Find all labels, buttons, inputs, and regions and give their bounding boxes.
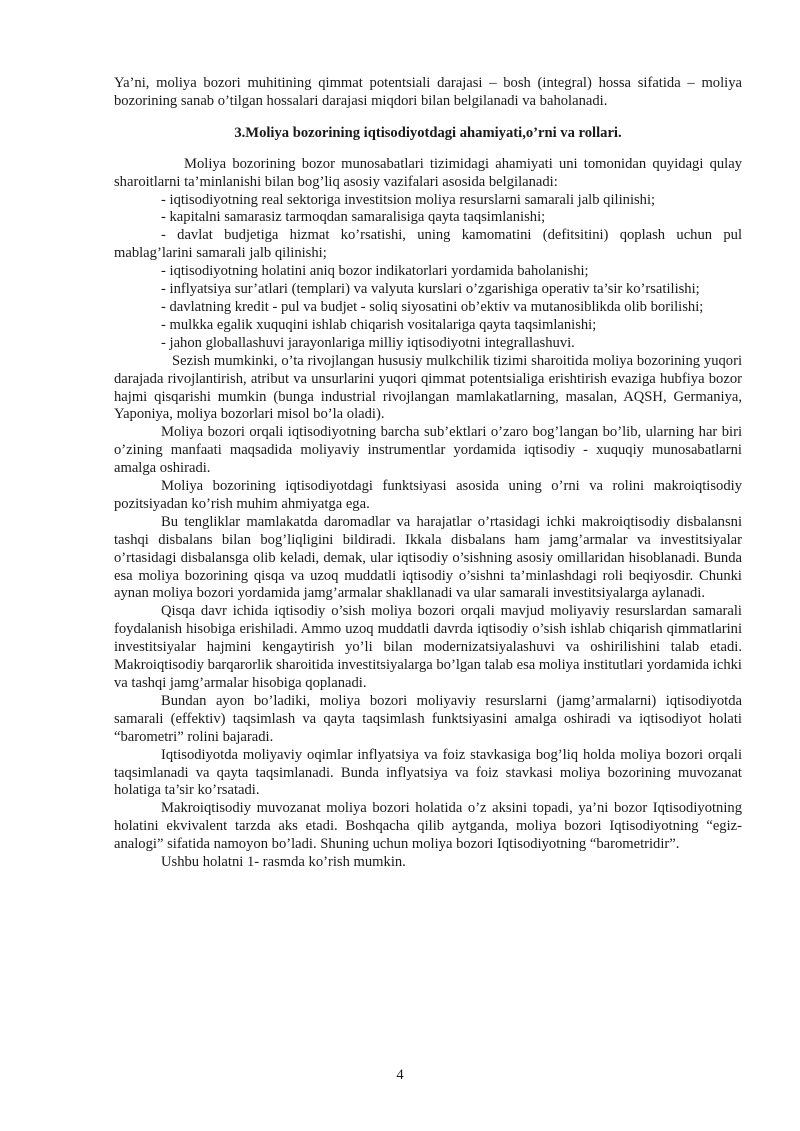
body-paragraph: Qisqa davr ichida iqtisodiy o’sish moliya bozori orqali mavjud moliyaviy resurslardan samarali foydalanish hisobiga erishiladi. Ammo uzoq muddatli davrda iqtisodiy o’sish ishlab chiqarish qimmatlarini investitsiyalar hajmini kengaytirish yo’li bilan modernizatsiyalashuvi va oshirilishini talab etadi. Makroiqtisodiy barqarorlik sharoitida investitsiyalarga bo’lgan talab esa moliya institutlari yordamida ichki va tashqi jamg’armalar hisobiga qoplanadi. <box>114 603 742 691</box>
body-paragraph: Bu tengliklar mamlakatda daromadlar va harajatlar o’rtasidagi ichki makroiqtisodiy disbalansni tashqi disbalans bilan bog’liqligini bildiradi. Ikkala disbalans ham jamg’armalar va investitsiyalar o’rtasidagi disbalansga olib keladi, demak, ular iqtisodiy o’sishning asosiy omillaridan hisoblanadi. Bunda esa moliya bozorining qisqa va uzoq muddatli iqtisodiy o’sishni ta’minlashdagi roli beqiyosdir. Chunki aynan moliya bozori yordamida jamg’armalar shakllanadi va ular samarali investitsiyalarga aylanadi. <box>114 513 742 602</box>
intro-paragraph: Ya’ni, moliya bozori muhitining qimmat potentsiali darajasi – bosh (integral) hossa sifatida – moliya bozorining sanab o’tilgan hossalari darajasi miqdori bilan belgilanadi va baholanadi. <box>114 75 742 109</box>
list-item: - davlat budjetiga hizmat ko’rsatishi, uning kamomatini (defitsitini) qoplash uchun pul mablag’larini samarali jalb qilinishi; <box>114 227 742 262</box>
body-paragraph: Sezish mumkinki, o’ta rivojlangan hususiy mulkchilik tizimi sharoitida moliya bozorining yuqori darajada rivojlantirish, atribut va unsurlarini yuqori qimmat potentsialiga erishtirish evaziga hubfiya bozor hajmi qisqarishi mumkin (bunga industrial rivojlangan mamlakatlarning, masalan, AQSH, Germaniya, Yaponiya, moliya bozorlari misol bo’la oladi). <box>114 352 742 423</box>
document-page <box>114 75 742 872</box>
section-heading: 3.Moliya bozorining iqtisodiyotdagi ahamiyati,o’rni va rollari. <box>234 124 622 141</box>
list-item: - davlatning kredit - pul va budjet - soliq siyosatini ob’ektiv va mutanosiblikda olib borilishi; <box>161 298 704 315</box>
list-item: - jahon globallashuvi jarayonlariga milliy iqtisodiyotni integrallashuvi. <box>161 334 575 351</box>
list-item: - iqtisodiyotning holatini aniq bozor indikatorlari yordamida baholanishi; <box>161 263 589 280</box>
page-number: 4 <box>396 1067 404 1083</box>
list-item: - inflyatsiya sur’atlari (templari) va valyuta kurslari o’zgarishiga operativ ta’sir ko’rsatilishi; <box>161 281 700 298</box>
body-paragraph: Iqtisodiyotda moliyaviy oqimlar inflyatsiya va foiz stavkasiga bog’liq holda moliya bozori orqali taqsimlanadi va qayta taqsimlanadi. Bunda inflyatsiya va foiz stavkasi moliya bozorining muvozanat holatiga ta’sir ko’rsatadi. <box>114 746 742 799</box>
body-paragraph: Moliya bozori orqali iqtisodiyotning barcha sub’ektlari o’zaro bog’langan bo’lib, ularning har biri o’zining manfaati maqsadida moliyaviy instrumentlar yordamida iqtisodiy - xuquqiy munosabatlarni amalga oshiradi. <box>114 424 742 477</box>
list-item: - iqtisodiyotning real sektoriga investitsion moliya resurslarni samarali jalb qilinishi; <box>161 191 656 208</box>
body-paragraph: Ushbu holatni 1- rasmda ko’rish mumkin. <box>161 854 406 871</box>
lead-paragraph: Moliya bozorining bozor munosabatlari tizimidagi ahamiyati uni tomonidan quyidagi qulay sharoitlarni ta’minlanishi bilan bog’liq asosiy vazifalari asosida belgilanadi: <box>114 155 742 190</box>
list-item: - kapitalni samarasiz tarmoqdan samaralisiga qayta taqsimlanishi; <box>161 209 546 226</box>
body-paragraph: Makroiqtisodiy muvozanat moliya bozori holatida o’z aksini topadi, ya’ni bozor Iqtisodiyotning holatini ekvivalent tarzda aks etadi. Boshqacha qilib aytganda, moliya bozori Iqtisodiyotning “egiz-analogi” sifatida namoyon bo’ladi. Shuning uchun moliya bozori Iqtisodiyotning “barometridir”. <box>114 800 742 853</box>
body-paragraph: Moliya bozorining iqtisodiyotdagi funktsiyasi asosida uning o’rni va rolini makroiqtisodiy pozitsiyadan ko’rish muhim ahmiyatga ega. <box>114 478 742 512</box>
list-item: - mulkka egalik xuquqini ishlab chiqarish vositalariga qayta taqsimlanishi; <box>161 316 597 333</box>
body-paragraph: Bundan ayon bo’ladiki, moliya bozori moliyaviy resurslarni (jamg’armalarni) iqtisodiyotda samarali (effektiv) taqsimlash va qayta taqsimlash funktsiyasini amalga oshiradi va iqtisodiyot holati “barometri” rolini bajaradi. <box>114 692 742 745</box>
